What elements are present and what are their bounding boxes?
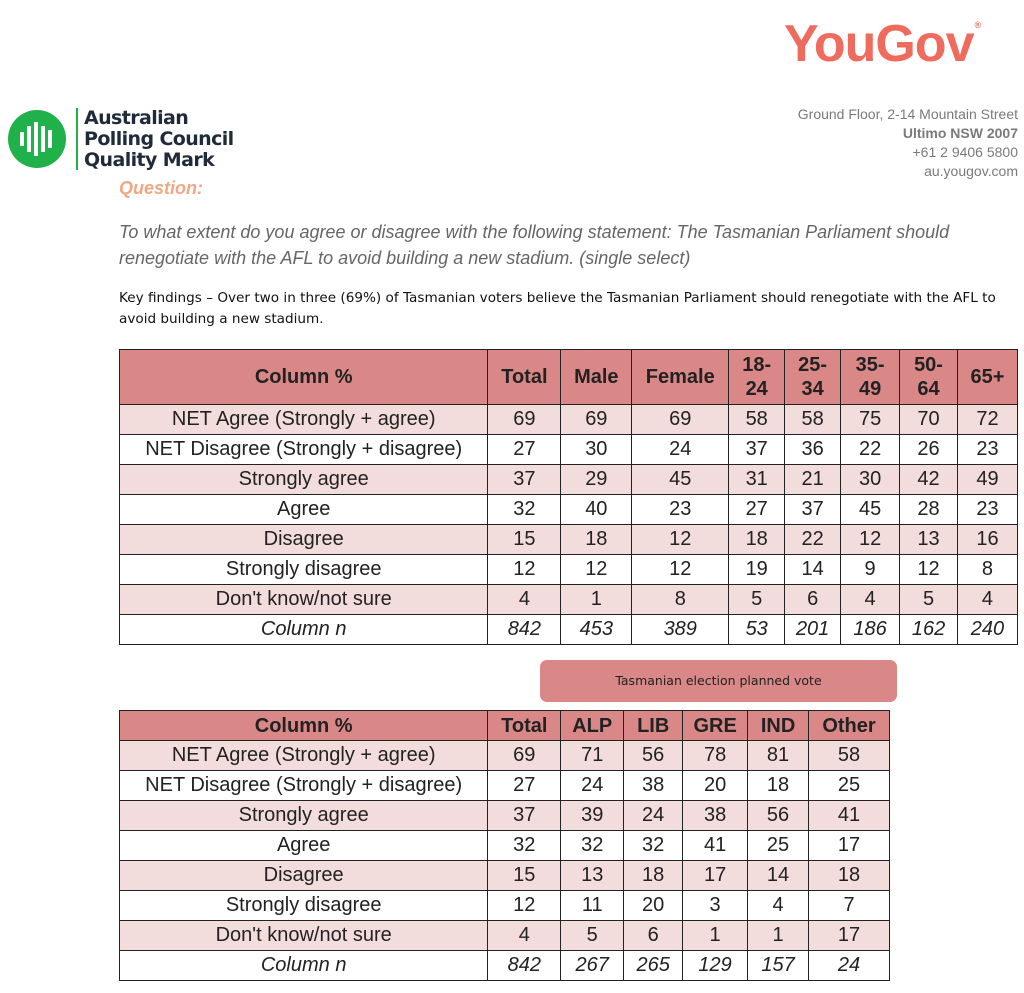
table-cell: 12 (900, 555, 958, 585)
table-cell: 1 (561, 585, 632, 615)
table-cell: 37 (488, 465, 561, 495)
address-phone: +61 2 9406 5800 (912, 144, 1018, 160)
table-cell: 49 (957, 465, 1017, 495)
table-row (120, 555, 1018, 585)
table-row (120, 771, 890, 801)
table-row (120, 615, 1018, 645)
table-cell: 129 (683, 951, 748, 981)
table-cell: 18 (624, 861, 683, 891)
yougov-logo: YouGov® (784, 15, 981, 73)
table-cell: 15 (488, 525, 561, 555)
table-cell: 56 (748, 801, 809, 831)
table-cell: 1 (748, 921, 809, 951)
table-cell: 15 (488, 861, 561, 891)
table-cell: 389 (632, 615, 729, 645)
table-cell: 20 (624, 891, 683, 921)
table-cell: 16 (957, 525, 1017, 555)
table-cell: 6 (785, 585, 841, 615)
column-header: Female (632, 350, 729, 405)
table-cell: 53 (729, 615, 785, 645)
table-row (120, 465, 1018, 495)
table-cell: 32 (624, 831, 683, 861)
table-cell: 11 (561, 891, 624, 921)
row-label: Don't know/not sure (120, 585, 488, 615)
table-cell: 12 (488, 891, 561, 921)
table-cell: 23 (957, 435, 1017, 465)
table-cell: 36 (785, 435, 841, 465)
table-cell: 162 (900, 615, 958, 645)
table-cell: 70 (900, 405, 958, 435)
table-cell: 12 (632, 555, 729, 585)
column-header: 65+ (957, 350, 1017, 405)
column-header: LIB (624, 711, 683, 741)
table-cell: 13 (900, 525, 958, 555)
vote-banner: Tasmanian election planned vote (540, 660, 897, 702)
row-label: Strongly agree (120, 801, 488, 831)
address-website: au.yougov.com (924, 163, 1018, 179)
table-cell: 4 (488, 921, 561, 951)
table-cell: 186 (841, 615, 900, 645)
table-cell: 41 (809, 801, 890, 831)
table-cell: 157 (748, 951, 809, 981)
table-cell: 201 (785, 615, 841, 645)
table-row (120, 435, 1018, 465)
table-cell: 71 (561, 741, 624, 771)
table-row (120, 801, 890, 831)
table-cell: 6 (624, 921, 683, 951)
table-cell: 38 (683, 801, 748, 831)
table-cell: 23 (957, 495, 1017, 525)
table-cell: 39 (561, 801, 624, 831)
row-label: NET Disagree (Strongly + disagree) (120, 435, 488, 465)
row-label: Disagree (120, 861, 488, 891)
table-row (120, 861, 890, 891)
table-cell: 14 (748, 861, 809, 891)
table-cell: 69 (561, 405, 632, 435)
table-cell: 41 (683, 831, 748, 861)
table-cell: 38 (624, 771, 683, 801)
column-header: 50- 64 (900, 350, 958, 405)
table-cell: 45 (841, 495, 900, 525)
row-label: Column n (120, 615, 488, 645)
table-cell: 22 (841, 435, 900, 465)
table-cell: 8 (957, 555, 1017, 585)
table-cell: 69 (488, 741, 561, 771)
table-cell: 30 (561, 435, 632, 465)
table-cell: 5 (561, 921, 624, 951)
table-row (120, 495, 1018, 525)
table-row (120, 921, 890, 951)
table-cell: 12 (488, 555, 561, 585)
row-label: Agree (120, 495, 488, 525)
row-label: Column n (120, 951, 488, 981)
table-cell: 81 (748, 741, 809, 771)
table-cell: 78 (683, 741, 748, 771)
table-cell: 18 (809, 861, 890, 891)
table-row (120, 741, 890, 771)
table-cell: 20 (683, 771, 748, 801)
table-cell: 12 (841, 525, 900, 555)
table-header-row (120, 711, 890, 741)
row-label: NET Agree (Strongly + agree) (120, 405, 488, 435)
table-cell: 18 (729, 525, 785, 555)
table-cell: 842 (488, 615, 561, 645)
table-cell: 24 (624, 801, 683, 831)
table-cell: 240 (957, 615, 1017, 645)
column-header: Other (809, 711, 890, 741)
table-header-row (120, 350, 1018, 405)
table-cell: 32 (488, 831, 561, 861)
table-cell: 17 (809, 831, 890, 861)
row-label: Disagree (120, 525, 488, 555)
table-cell: 8 (632, 585, 729, 615)
address-suburb: Ultimo NSW 2007 (902, 125, 1018, 141)
table-cell: 21 (785, 465, 841, 495)
table-row (120, 891, 890, 921)
table-cell: 27 (729, 495, 785, 525)
column-header: Column % (120, 350, 488, 405)
table-cell: 9 (841, 555, 900, 585)
table-cell: 37 (785, 495, 841, 525)
table-cell: 37 (488, 801, 561, 831)
table-cell: 4 (748, 891, 809, 921)
table-cell: 69 (632, 405, 729, 435)
table-cell: 42 (900, 465, 958, 495)
table-cell: 58 (729, 405, 785, 435)
table-cell: 26 (900, 435, 958, 465)
table-cell: 18 (748, 771, 809, 801)
table-cell: 1 (683, 921, 748, 951)
apc-wordmark: Australian Polling Council Quality Mark (84, 107, 234, 171)
column-header: 25- 34 (785, 350, 841, 405)
table-cell: 69 (488, 405, 561, 435)
apc-bars-icon (8, 110, 66, 168)
table-cell: 45 (632, 465, 729, 495)
table-cell: 72 (957, 405, 1017, 435)
row-label: Strongly disagree (120, 555, 488, 585)
apc-quality-mark-logo (8, 108, 248, 170)
table-row (120, 585, 1018, 615)
table-cell: 842 (488, 951, 561, 981)
question-text: To what extent do you agree or disagree with the following statement: The Tasmanian Parliament should renegotiate with the AFL to avoid building a new stadium. (single select) (119, 222, 950, 268)
apc-divider (76, 108, 78, 170)
table-cell: 25 (809, 771, 890, 801)
table-cell: 28 (900, 495, 958, 525)
table-cell: 7 (809, 891, 890, 921)
table-cell: 37 (729, 435, 785, 465)
address-block (798, 105, 1018, 181)
question-label: Question: (119, 178, 203, 198)
table-cell: 24 (809, 951, 890, 981)
table-cell: 22 (785, 525, 841, 555)
row-label: NET Agree (Strongly + agree) (120, 741, 488, 771)
table-cell: 3 (683, 891, 748, 921)
column-header: 18- 24 (729, 350, 785, 405)
table-cell: 12 (561, 555, 632, 585)
table-cell: 19 (729, 555, 785, 585)
column-header: ALP (561, 711, 624, 741)
table-cell: 13 (561, 861, 624, 891)
table-cell: 40 (561, 495, 632, 525)
table-cell: 5 (900, 585, 958, 615)
table-cell: 267 (561, 951, 624, 981)
table-cell: 23 (632, 495, 729, 525)
column-header: Total (488, 350, 561, 405)
row-label: Don't know/not sure (120, 921, 488, 951)
table-cell: 4 (957, 585, 1017, 615)
table-cell: 5 (729, 585, 785, 615)
table-cell: 24 (632, 435, 729, 465)
table-cell: 58 (809, 741, 890, 771)
table-cell: 75 (841, 405, 900, 435)
table-cell: 265 (624, 951, 683, 981)
table-cell: 12 (632, 525, 729, 555)
column-header: Male (561, 350, 632, 405)
row-label: Strongly agree (120, 465, 488, 495)
column-header: Total (488, 711, 561, 741)
table-cell: 32 (561, 831, 624, 861)
table-cell: 56 (624, 741, 683, 771)
table-cell: 17 (809, 921, 890, 951)
row-label: Strongly disagree (120, 891, 488, 921)
key-findings: Key findings – Over two in three (69%) of Tasmanian voters believe the Tasmanian Parliament should renegotiate with the AFL to avoid building a new stadium. (119, 290, 996, 327)
table-cell: 18 (561, 525, 632, 555)
table-row (120, 831, 890, 861)
table-row (120, 525, 1018, 555)
row-label: Agree (120, 831, 488, 861)
column-header: GRE (683, 711, 748, 741)
column-header: IND (748, 711, 809, 741)
table-cell: 4 (841, 585, 900, 615)
table-cell: 17 (683, 861, 748, 891)
column-header: Column % (120, 711, 488, 741)
table-cell: 29 (561, 465, 632, 495)
row-label: NET Disagree (Strongly + disagree) (120, 771, 488, 801)
table-cell: 58 (785, 405, 841, 435)
demographics-table (119, 349, 1018, 645)
table-cell: 32 (488, 495, 561, 525)
vote-table (119, 710, 890, 981)
table-cell: 4 (488, 585, 561, 615)
table-cell: 30 (841, 465, 900, 495)
address-street: Ground Floor, 2-14 Mountain Street (797, 106, 1018, 122)
table-cell: 14 (785, 555, 841, 585)
table-cell: 27 (488, 771, 561, 801)
table-row (120, 405, 1018, 435)
table-row (120, 951, 890, 981)
table-cell: 25 (748, 831, 809, 861)
table-cell: 27 (488, 435, 561, 465)
table-cell: 31 (729, 465, 785, 495)
table-cell: 24 (561, 771, 624, 801)
column-header: 35- 49 (841, 350, 900, 405)
table-cell: 453 (561, 615, 632, 645)
